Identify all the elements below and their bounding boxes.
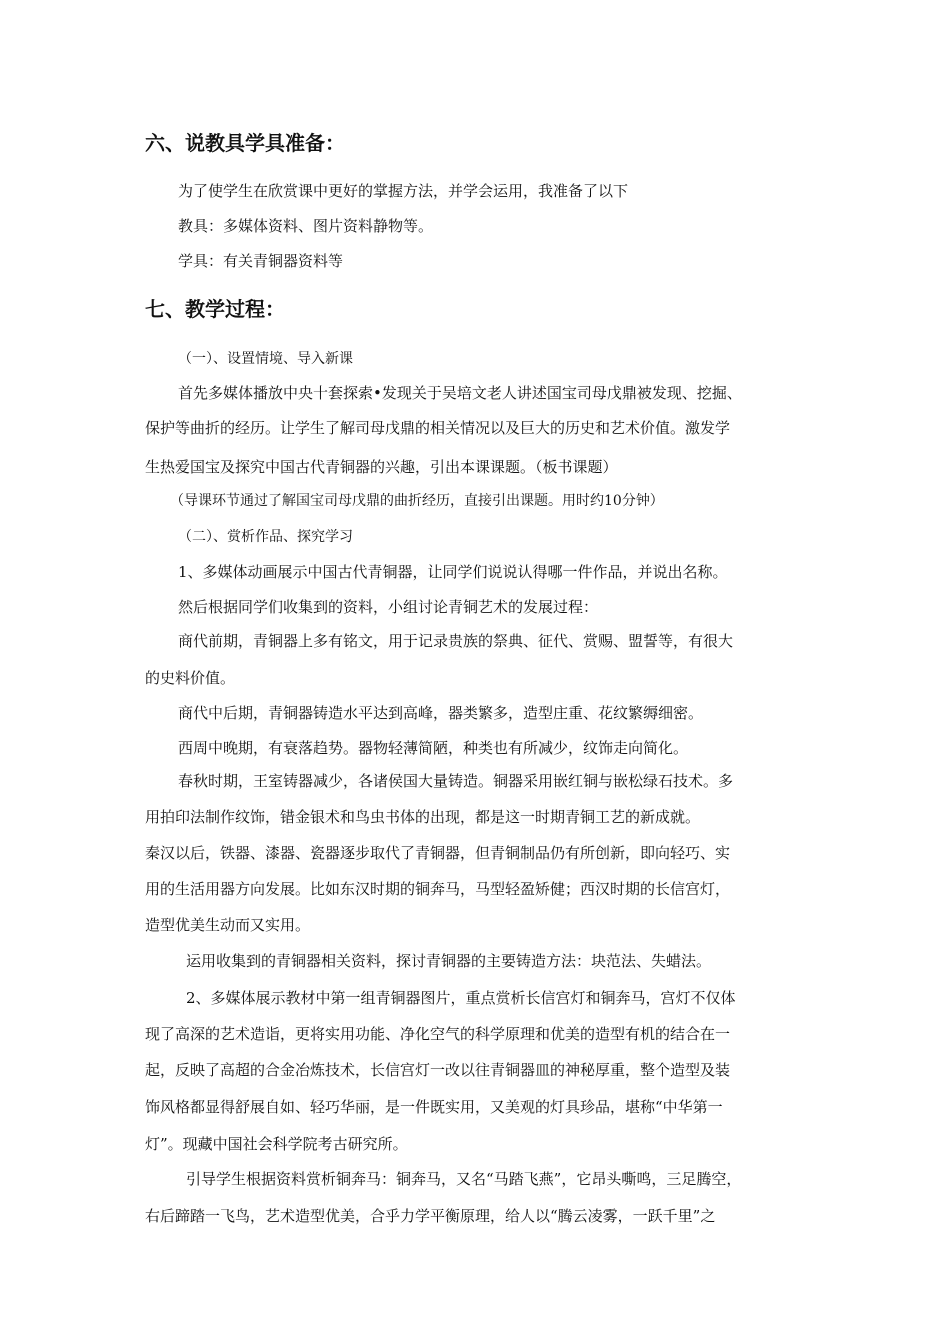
section-6-heading: 六、说教具学具准备： xyxy=(145,131,345,155)
paragraph-line: 秦汉以后，铁器、漆器、瓷器逐步取代了青铜器，但青铜制品仍有所创新，即向轻巧、实 xyxy=(145,844,731,862)
paragraph-line: 造型优美生动而又实用。 xyxy=(145,916,311,934)
paragraph-line: 生热爱国宝及探究中国古代青铜器的兴趣，引出本课课题。（板书课题） xyxy=(145,458,618,476)
paragraph-line: 然后根据同学们收集到的资料，小组讨论青铜艺术的发展过程： xyxy=(178,598,599,616)
subheading: （二）、赏析作品、探究学习 xyxy=(178,529,353,545)
section-7-heading: 七、教学过程： xyxy=(145,297,285,321)
paragraph-line: 学具：有关青铜器资料等 xyxy=(178,252,344,270)
paragraph-line: 饰风格都显得舒展自如、轻巧华丽，是一件既实用，又美观的灯具珍品，堪称“中华第一 xyxy=(145,1098,723,1116)
paragraph-line: 用的生活用器方向发展。比如东汉时期的铜奔马，马型轻盈矫健；西汉时期的长信宫灯， xyxy=(145,880,731,898)
paragraph-line: 的史料价值。 xyxy=(145,669,236,687)
paragraph-line: 右后蹄踏一飞鸟，艺术造型优美，合乎力学平衡原理，给人以“腾云凌雾，一跃千里”之 xyxy=(145,1207,716,1225)
paragraph-line: 现了高深的艺术造诣，更将实用功能、净化空气的科学原理和优美的造型有机的结合在一 xyxy=(145,1025,731,1043)
subheading: （一）、设置情境、导入新课 xyxy=(178,351,353,367)
paragraph-line: （导课环节通过了解国宝司母戊鼎的曲折经历，直接引出课题。用时约10分钟） xyxy=(170,493,664,509)
paragraph-line: 商代中后期，青铜器铸造水平达到高峰，器类繁多，造型庄重、花纹繁缛细密。 xyxy=(178,704,704,722)
paragraph-line: 运用收集到的青铜器相关资料，探讨青铜器的主要铸造方法：块范法、失蜡法。 xyxy=(186,952,712,970)
paragraph-line: 春秋时期，王室铸器减少，各诸侯国大量铸造。铜器采用嵌红铜与嵌松绿石技术。多 xyxy=(178,772,734,790)
paragraph-line: 引导学生根据资料赏析铜奔马：铜奔马，又名“马踏飞燕”，它昂头嘶鸣，三足腾空， xyxy=(186,1170,742,1188)
paragraph-line: 起，反映了高超的合金冶炼技术，长信宫灯一改以往青铜器皿的神秘厚重，整个造型及装 xyxy=(145,1061,731,1079)
paragraph-line: 为了使学生在欣赏课中更好的掌握方法，并学会运用，我准备了以下 xyxy=(178,182,629,200)
paragraph-line: 首先多媒体播放中央十套探索•发现关于吴培文老人讲述国宝司母戊鼎被发现、挖掘、 xyxy=(178,384,742,402)
paragraph-line: 保护等曲折的经历。让学生了解司母戊鼎的相关情况以及巨大的历史和艺术价值。激发学 xyxy=(145,419,731,437)
paragraph-line: 1、多媒体动画展示中国古代青铜器，让同学们说说认得哪一件作品，并说出名称。 xyxy=(178,563,728,581)
paragraph-line: 2、多媒体展示教材中第一组青铜器图片，重点赏析长信宫灯和铜奔马，宫灯不仅体 xyxy=(186,989,736,1007)
paragraph-line: 灯”。现藏中国社会科学院考古研究所。 xyxy=(145,1135,408,1153)
paragraph-line: 西周中晚期，有衰落趋势。器物轻薄简陋，种类也有所减少，纹饰走向简化。 xyxy=(178,739,689,757)
paragraph-line: 用拍印法制作纹饰，错金银术和鸟虫书体的出现，都是这一时期青铜工艺的新成就。 xyxy=(145,808,701,826)
paragraph-line: 教具：多媒体资料、图片资料静物等。 xyxy=(178,217,434,235)
paragraph-line: 商代前期，青铜器上多有铭文，用于记录贵族的祭典、征代、赏赐、盟誓等，有很大 xyxy=(178,632,734,650)
